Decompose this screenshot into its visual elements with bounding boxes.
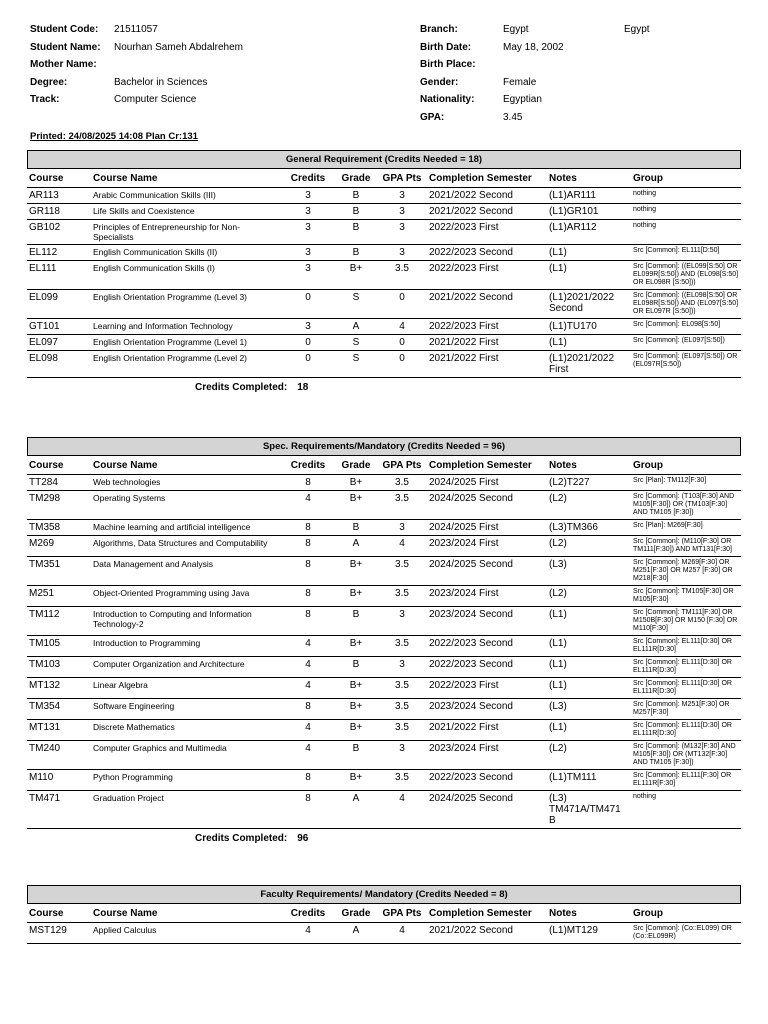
cell-grade: A xyxy=(335,791,377,829)
cell-gpa-pts: 3 xyxy=(377,220,427,245)
cell-completion-semester: 2022/2023 Second xyxy=(427,657,547,678)
cell-course-code: AR113 xyxy=(27,188,91,204)
table-row xyxy=(27,699,741,720)
table-row xyxy=(27,536,741,557)
section-spec-requirements xyxy=(27,437,741,849)
credits-completed xyxy=(27,378,741,398)
column-header-notes: Notes xyxy=(547,456,631,475)
cell-grade: B+ xyxy=(335,636,377,657)
cell-gpa-pts: 0 xyxy=(377,290,427,319)
cell-credits: 8 xyxy=(281,557,335,586)
cell-gpa-pts: 3.5 xyxy=(377,699,427,720)
cell-credits: 8 xyxy=(281,475,335,491)
cell-group: Src [Common]: (EL097[S:50]) xyxy=(631,335,741,351)
cell-completion-semester: 2021/2022 Second xyxy=(427,923,547,944)
cell-course-code: M251 xyxy=(27,586,91,607)
student-info xyxy=(30,24,750,130)
cell-credits: 3 xyxy=(281,188,335,204)
cell-group: Src [Common]: TM105[F:30] OR M105[F:30] xyxy=(631,586,741,607)
cell-course-name: English Orientation Programme (Level 1) xyxy=(91,335,281,351)
table-row xyxy=(27,319,741,335)
cell-course-code: MST129 xyxy=(27,923,91,944)
cell-completion-semester: 2022/2023 First xyxy=(427,319,547,335)
cell-notes: (L3) xyxy=(547,699,631,720)
table-row xyxy=(27,923,741,944)
info-row-2 xyxy=(30,42,750,60)
table-row xyxy=(27,188,741,204)
cell-completion-semester: 2024/2025 Second xyxy=(427,791,547,829)
cell-gpa-pts: 3.5 xyxy=(377,557,427,586)
cell-course-code: EL112 xyxy=(27,245,91,261)
cell-grade: S xyxy=(335,335,377,351)
cell-notes: (L1) xyxy=(547,720,631,741)
cell-course-code: EL097 xyxy=(27,335,91,351)
cell-course-name: Discrete Mathematics xyxy=(91,720,281,741)
nationality-value: Egyptian xyxy=(503,94,542,106)
birth-date-label: Birth Date: xyxy=(420,41,472,53)
cell-course-code: EL098 xyxy=(27,351,91,378)
cell-course-name: Web technologies xyxy=(91,475,281,491)
cell-credits: 4 xyxy=(281,636,335,657)
cell-course-name: Linear Algebra xyxy=(91,678,281,699)
cell-credits: 4 xyxy=(281,678,335,699)
track-value: Computer Science xyxy=(114,94,197,106)
cell-completion-semester: 2021/2022 Second xyxy=(427,204,547,220)
degree-label: Degree: xyxy=(30,76,68,88)
cell-grade: B+ xyxy=(335,699,377,720)
cell-course-code: GB102 xyxy=(27,220,91,245)
cell-credits: 3 xyxy=(281,319,335,335)
column-header-credits: Credits xyxy=(281,904,335,923)
cell-credits: 0 xyxy=(281,290,335,319)
cell-grade: B+ xyxy=(335,678,377,699)
cell-group: nothing xyxy=(631,188,741,204)
cell-grade: B+ xyxy=(335,475,377,491)
table-row xyxy=(27,557,741,586)
cell-completion-semester: 2024/2025 Second xyxy=(427,557,547,586)
cell-completion-semester: 2023/2024 Second xyxy=(427,699,547,720)
cell-grade: S xyxy=(335,351,377,378)
table-row xyxy=(27,741,741,770)
cell-credits: 0 xyxy=(281,335,335,351)
cell-grade: B+ xyxy=(335,491,377,520)
cell-course-name: Data Management and Analysis xyxy=(91,557,281,586)
info-row-5 xyxy=(30,94,750,112)
table-header-row xyxy=(27,904,741,923)
cell-credits: 8 xyxy=(281,586,335,607)
cell-course-code: GR118 xyxy=(27,204,91,220)
track-label: Track: xyxy=(30,94,60,106)
column-header-course-code: Course xyxy=(27,456,91,475)
cell-course-code: EL111 xyxy=(27,261,91,290)
cell-course-name: English Orientation Programme (Level 3) xyxy=(91,290,281,319)
column-header-gpa-pts: GPA Pts xyxy=(377,456,427,475)
cell-gpa-pts: 3.5 xyxy=(377,491,427,520)
table-row xyxy=(27,261,741,290)
cell-course-name: Learning and Information Technology xyxy=(91,319,281,335)
table-row xyxy=(27,351,741,378)
cell-notes: (L1) xyxy=(547,657,631,678)
cell-course-name: Introduction to Programming xyxy=(91,636,281,657)
table-row xyxy=(27,720,741,741)
info-row-4 xyxy=(30,77,750,95)
cell-course-name: Arabic Communication Skills (III) xyxy=(91,188,281,204)
column-header-notes: Notes xyxy=(547,904,631,923)
column-header-course-name: Course Name xyxy=(91,904,281,923)
cell-completion-semester: 2022/2023 First xyxy=(427,220,547,245)
cell-course-name: Python Programming xyxy=(91,770,281,791)
cell-grade: B+ xyxy=(335,557,377,586)
section-general-requirement xyxy=(27,150,741,398)
table-row xyxy=(27,678,741,699)
table-row xyxy=(27,220,741,245)
cell-course-name: Computer Organization and Architecture xyxy=(91,657,281,678)
cell-completion-semester: 2024/2025 First xyxy=(427,520,547,536)
cell-course-code: EL099 xyxy=(27,290,91,319)
table-row xyxy=(27,290,741,319)
cell-course-code: TM240 xyxy=(27,741,91,770)
cell-completion-semester: 2022/2023 Second xyxy=(427,636,547,657)
info-row-6 xyxy=(30,112,750,130)
cell-completion-semester: 2023/2024 First xyxy=(427,586,547,607)
cell-course-code: TM105 xyxy=(27,636,91,657)
cell-notes: (L1) xyxy=(547,245,631,261)
column-header-gpa-pts: GPA Pts xyxy=(377,904,427,923)
table-row xyxy=(27,335,741,351)
cell-gpa-pts: 3 xyxy=(377,188,427,204)
cell-credits: 8 xyxy=(281,520,335,536)
cell-group: Src [Common]: EL111[D:30] OR EL111R[D:30] xyxy=(631,720,741,741)
cell-course-name: Computer Graphics and Multimedia xyxy=(91,741,281,770)
cell-credits: 4 xyxy=(281,720,335,741)
table-row xyxy=(27,586,741,607)
credits-completed-label: Credits Completed: xyxy=(195,833,288,844)
cell-course-code: TM354 xyxy=(27,699,91,720)
degree-value: Bachelor in Sciences xyxy=(114,76,208,88)
cell-course-code: GT101 xyxy=(27,319,91,335)
cell-credits: 8 xyxy=(281,607,335,636)
gpa-value: 3.45 xyxy=(503,111,523,123)
cell-notes: (L1)2021/2022 First xyxy=(547,351,631,378)
cell-group: Src [Common]: EL111[D:30] OR EL111R[D:30] xyxy=(631,678,741,699)
cell-course-name: Graduation Project xyxy=(91,791,281,829)
cell-group: Src [Common]: (M132[F:30] AND M105[F:30]) OR (MT132[F:30] AND TM105 [F:30]) xyxy=(631,741,741,770)
cell-credits: 4 xyxy=(281,923,335,944)
cell-grade: B xyxy=(335,607,377,636)
cell-notes: (L2) xyxy=(547,536,631,557)
cell-grade: B xyxy=(335,204,377,220)
table-row xyxy=(27,607,741,636)
cell-group: Src [Common]: (Co::EL099) OR (Co::EL099R) xyxy=(631,923,741,944)
cell-credits: 4 xyxy=(281,741,335,770)
column-header-grade: Grade xyxy=(335,904,377,923)
cell-course-code: TM471 xyxy=(27,791,91,829)
cell-course-name: Software Engineering xyxy=(91,699,281,720)
cell-gpa-pts: 3 xyxy=(377,657,427,678)
birth-date-value: May 18, 2002 xyxy=(503,41,564,53)
cell-credits: 8 xyxy=(281,770,335,791)
credits-completed-label: Credits Completed: xyxy=(195,382,288,393)
gender-value: Female xyxy=(503,76,537,88)
table-row xyxy=(27,245,741,261)
table-row xyxy=(27,204,741,220)
column-header-grade: Grade xyxy=(335,169,377,188)
cell-group: Src [Common]: EL111[D:50] xyxy=(631,245,741,261)
cell-notes: (L1)GR101 xyxy=(547,204,631,220)
cell-course-name: Principles of Entrepreneurship for Non-Specialists xyxy=(91,220,281,245)
cell-group: Src [Common]: (EL097[S:50]) OR (EL097R[S:50]) xyxy=(631,351,741,378)
cell-grade: B xyxy=(335,188,377,204)
cell-grade: B+ xyxy=(335,586,377,607)
cell-group: Src [Common]: (M110[F:30] OR TM111[F:30]) AND MT131[F:30] xyxy=(631,536,741,557)
cell-group: Src [Common]: TM111[F:30] OR M150B[F:30] OR M150 [F:30] OR M110[F:30] xyxy=(631,607,741,636)
student-code-value: 21511057 xyxy=(114,24,158,35)
cell-credits: 0 xyxy=(281,351,335,378)
cell-notes: (L2) xyxy=(547,586,631,607)
cell-gpa-pts: 3 xyxy=(377,204,427,220)
cell-grade: A xyxy=(335,319,377,335)
cell-grade: A xyxy=(335,536,377,557)
cell-notes: (L1) xyxy=(547,261,631,290)
column-header-credits: Credits xyxy=(281,169,335,188)
column-header-course-code: Course xyxy=(27,904,91,923)
cell-grade: B xyxy=(335,741,377,770)
courses-table xyxy=(27,456,741,829)
cell-completion-semester: 2021/2022 First xyxy=(427,351,547,378)
cell-group: Src [Common]: EL111[D:30] OR EL111R[D:30] xyxy=(631,657,741,678)
cell-grade: B xyxy=(335,657,377,678)
cell-credits: 4 xyxy=(281,657,335,678)
column-header-course-name: Course Name xyxy=(91,169,281,188)
cell-group: nothing xyxy=(631,204,741,220)
cell-group: Src [Common]: (T103[F:30] AND M105[F:30]) OR (TM103[F:30] AND TM105 [F:30]) xyxy=(631,491,741,520)
student-code-label: Student Code: xyxy=(30,24,99,35)
cell-course-code: M110 xyxy=(27,770,91,791)
cell-gpa-pts: 3.5 xyxy=(377,586,427,607)
cell-course-name: English Communication Skills (I) xyxy=(91,261,281,290)
cell-gpa-pts: 3.5 xyxy=(377,636,427,657)
cell-course-code: TM298 xyxy=(27,491,91,520)
table-row xyxy=(27,520,741,536)
cell-course-code: TM112 xyxy=(27,607,91,636)
credits-completed-value: 96 xyxy=(297,833,309,844)
cell-completion-semester: 2021/2022 First xyxy=(427,335,547,351)
cell-course-name: Applied Calculus xyxy=(91,923,281,944)
cell-group: Src [Common]: ((EL098[S:50] OR EL098R[S:50]) AND (EL097[S:50] OR EL097R [S:50])) xyxy=(631,290,741,319)
column-header-group: Group xyxy=(631,456,741,475)
table-row xyxy=(27,636,741,657)
cell-notes: (L1) xyxy=(547,335,631,351)
cell-notes: (L1)MT129 xyxy=(547,923,631,944)
cell-completion-semester: 2023/2024 First xyxy=(427,741,547,770)
cell-group: nothing xyxy=(631,791,741,829)
cell-gpa-pts: 4 xyxy=(377,536,427,557)
cell-notes: (L1) xyxy=(547,636,631,657)
mother-name-label: Mother Name: xyxy=(30,59,97,71)
cell-course-code: MT131 xyxy=(27,720,91,741)
cell-credits: 3 xyxy=(281,245,335,261)
cell-credits: 8 xyxy=(281,699,335,720)
column-header-grade: Grade xyxy=(335,456,377,475)
cell-credits: 3 xyxy=(281,261,335,290)
table-header-row xyxy=(27,456,741,475)
cell-gpa-pts: 0 xyxy=(377,351,427,378)
column-header-credits: Credits xyxy=(281,456,335,475)
cell-course-name: English Orientation Programme (Level 2) xyxy=(91,351,281,378)
cell-course-code: M269 xyxy=(27,536,91,557)
cell-notes: (L3)TM366 xyxy=(547,520,631,536)
cell-grade: B+ xyxy=(335,720,377,741)
cell-completion-semester: 2023/2024 First xyxy=(427,536,547,557)
column-header-course-name: Course Name xyxy=(91,456,281,475)
column-header-completion-semester: Completion Semester xyxy=(427,904,547,923)
cell-credits: 8 xyxy=(281,536,335,557)
cell-notes: (L1)TM111 xyxy=(547,770,631,791)
table-row xyxy=(27,475,741,491)
cell-gpa-pts: 3 xyxy=(377,520,427,536)
cell-credits: 8 xyxy=(281,791,335,829)
cell-group: Src [Common]: EL111[D:30] OR EL111R[D:30] xyxy=(631,636,741,657)
cell-course-code: MT132 xyxy=(27,678,91,699)
cell-gpa-pts: 3.5 xyxy=(377,475,427,491)
section-title: General Requirement (Credits Needed = 18) xyxy=(27,150,741,169)
courses-table xyxy=(27,904,741,944)
table-header-row xyxy=(27,169,741,188)
branch-label: Branch: xyxy=(420,24,458,35)
cell-course-name: English Communication Skills (II) xyxy=(91,245,281,261)
cell-course-name: Machine learning and artificial intelligence xyxy=(91,520,281,536)
info-row-3 xyxy=(30,59,750,77)
nationality-label: Nationality: xyxy=(420,94,475,106)
cell-gpa-pts: 3 xyxy=(377,741,427,770)
cell-gpa-pts: 3.5 xyxy=(377,720,427,741)
birth-place-label: Birth Place: xyxy=(420,59,476,71)
cell-notes: (L1)TU170 xyxy=(547,319,631,335)
cell-notes: (L2)T227 xyxy=(547,475,631,491)
section-title: Faculty Requirements/ Mandatory (Credits Needed = 8) xyxy=(27,885,741,904)
cell-completion-semester: 2021/2022 Second xyxy=(427,188,547,204)
column-header-gpa-pts: GPA Pts xyxy=(377,169,427,188)
cell-course-code: TM351 xyxy=(27,557,91,586)
section-faculty-requirements xyxy=(27,885,741,944)
cell-completion-semester: 2021/2022 Second xyxy=(427,290,547,319)
credits-completed xyxy=(27,829,741,849)
cell-notes: (L2) xyxy=(547,741,631,770)
cell-completion-semester: 2024/2025 Second xyxy=(427,491,547,520)
branch-extra-value: Egypt xyxy=(624,24,650,35)
cell-completion-semester: 2022/2023 First xyxy=(427,261,547,290)
column-header-notes: Notes xyxy=(547,169,631,188)
cell-group: Src [Common]: EL111[F:30] OR EL111R[F:30] xyxy=(631,770,741,791)
cell-group: nothing xyxy=(631,220,741,245)
cell-completion-semester: 2022/2023 Second xyxy=(427,770,547,791)
cell-grade: A xyxy=(335,923,377,944)
cell-grade: S xyxy=(335,290,377,319)
cell-grade: B xyxy=(335,220,377,245)
cell-credits: 3 xyxy=(281,204,335,220)
section-title: Spec. Requirements/Mandatory (Credits Needed = 96) xyxy=(27,437,741,456)
cell-completion-semester: 2024/2025 First xyxy=(427,475,547,491)
cell-notes: (L3) xyxy=(547,557,631,586)
cell-grade: B xyxy=(335,520,377,536)
cell-credits: 4 xyxy=(281,491,335,520)
cell-course-name: Life Skills and Coexistence xyxy=(91,204,281,220)
courses-table xyxy=(27,169,741,378)
cell-course-code: TT284 xyxy=(27,475,91,491)
cell-grade: B xyxy=(335,245,377,261)
cell-notes: (L1)AR112 xyxy=(547,220,631,245)
cell-gpa-pts: 3 xyxy=(377,607,427,636)
cell-completion-semester: 2021/2022 First xyxy=(427,720,547,741)
cell-notes: (L1)2021/2022 Second xyxy=(547,290,631,319)
credits-completed-value: 18 xyxy=(297,382,309,393)
cell-grade: B+ xyxy=(335,770,377,791)
cell-completion-semester: 2022/2023 Second xyxy=(427,245,547,261)
table-row xyxy=(27,791,741,829)
cell-group: Src [Common]: EL098[S:50] xyxy=(631,319,741,335)
cell-group: Src [Common]: M251[F:30] OR M257[F:30] xyxy=(631,699,741,720)
cell-gpa-pts: 3.5 xyxy=(377,678,427,699)
cell-gpa-pts: 4 xyxy=(377,319,427,335)
info-row-1 xyxy=(30,24,750,42)
column-header-group: Group xyxy=(631,169,741,188)
cell-group: Src [Common]: M269[F:30] OR M251[F:30] OR M257 [F:30] OR M218[F:30] xyxy=(631,557,741,586)
student-name-value: Nourhan Sameh Abdalrehem xyxy=(114,41,243,53)
table-row xyxy=(27,491,741,520)
cell-grade: B+ xyxy=(335,261,377,290)
cell-group: Src [Plan]: TM112[F:30] xyxy=(631,475,741,491)
cell-course-code: TM358 xyxy=(27,520,91,536)
column-header-group: Group xyxy=(631,904,741,923)
cell-course-name: Algorithms, Data Structures and Computability xyxy=(91,536,281,557)
printed-line: Printed: 24/08/2025 14:08 Plan Cr:131 xyxy=(30,131,198,142)
cell-credits: 3 xyxy=(281,220,335,245)
branch-value: Egypt xyxy=(503,24,529,35)
cell-course-name: Operating Systems xyxy=(91,491,281,520)
cell-gpa-pts: 3 xyxy=(377,245,427,261)
cell-notes: (L1)AR111 xyxy=(547,188,631,204)
gender-label: Gender: xyxy=(420,76,459,88)
cell-gpa-pts: 4 xyxy=(377,791,427,829)
cell-notes: (L1) xyxy=(547,678,631,699)
cell-group: Src [Common]: ((EL099[S:50] OR EL099R[S:50]) AND (EL098[S:50] OR EL098R [S:50])) xyxy=(631,261,741,290)
cell-notes: (L2) xyxy=(547,491,631,520)
table-row xyxy=(27,657,741,678)
table-row xyxy=(27,770,741,791)
cell-course-code: TM103 xyxy=(27,657,91,678)
cell-notes: (L1) xyxy=(547,607,631,636)
cell-gpa-pts: 3.5 xyxy=(377,261,427,290)
column-header-completion-semester: Completion Semester xyxy=(427,169,547,188)
column-header-course-code: Course xyxy=(27,169,91,188)
cell-notes: (L3) TM471A/TM471 B xyxy=(547,791,631,829)
cell-course-name: Object-Oriented Programming using Java xyxy=(91,586,281,607)
column-header-completion-semester: Completion Semester xyxy=(427,456,547,475)
cell-gpa-pts: 0 xyxy=(377,335,427,351)
cell-gpa-pts: 3.5 xyxy=(377,770,427,791)
student-name-label: Student Name: xyxy=(30,41,101,53)
gpa-label: GPA: xyxy=(420,111,445,123)
cell-gpa-pts: 4 xyxy=(377,923,427,944)
cell-completion-semester: 2023/2024 Second xyxy=(427,607,547,636)
cell-course-name: Introduction to Computing and Information Technology-2 xyxy=(91,607,281,636)
cell-completion-semester: 2022/2023 First xyxy=(427,678,547,699)
cell-group: Src [Plan]: M269[F:30] xyxy=(631,520,741,536)
